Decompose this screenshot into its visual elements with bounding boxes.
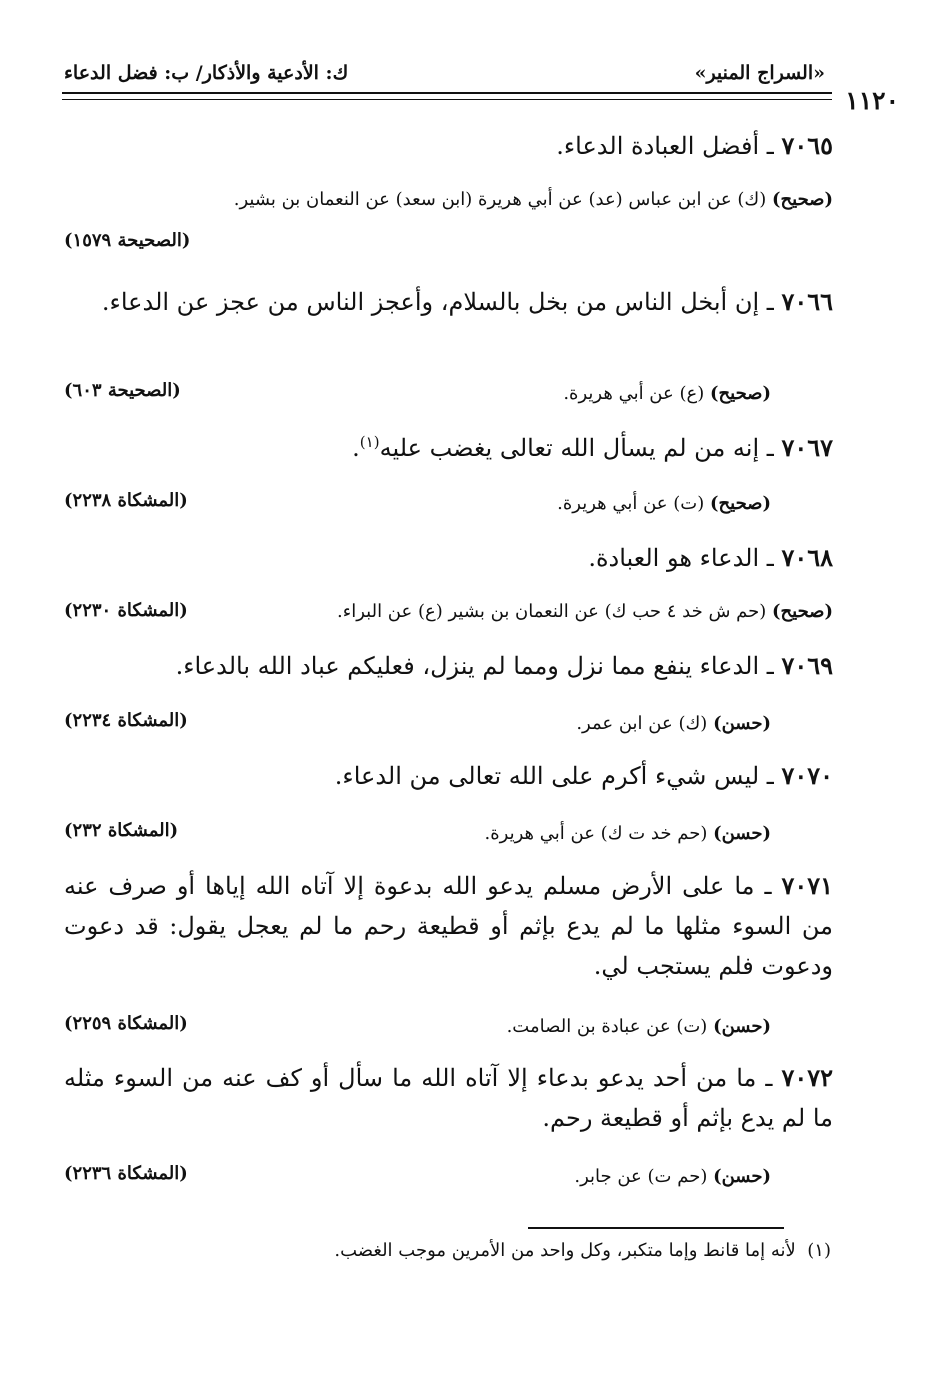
hadith-body: إنه من لم يسأل الله تعالى يغضب عليه [379, 434, 760, 462]
hadith-reference: (المشكاة ٢٢٣٤) [64, 710, 188, 731]
hadith-text: ٧٠٦٥ ـ أفضل العبادة الدعاء. [556, 131, 833, 160]
hadith-text: ٧٠٦٨ ـ الدعاء هو العبادة. [588, 543, 833, 572]
hadith-body: إن أبخل الناس من بخل بالسلام، وأعجز الناس من عجز عن الدعاء. [101, 288, 760, 316]
hadith-source: (حم ت) عن جابر. [574, 1166, 708, 1187]
hadith-number: ٧٠٦٨ [781, 543, 833, 572]
hadith-source: (ت) عن أبي هريرة. [557, 493, 705, 514]
hadith-text: ٧٠٧١ ـ ما على الأرض مسلم يدعو الله بدعوة إلا آتاه الله إياها أو صرف عنه من السوء مثلها ما لم يدع بإثم أو قطيعة رحم ما لم يعجل يقول: قد دعوت ودعوت فلم يستجب لي. [64, 871, 833, 980]
footnote-number: (١) [807, 1240, 831, 1261]
hadith-number: ٧٠٧٠ [781, 761, 833, 790]
hadith-grading [507, 1016, 771, 1037]
hadith-reference: (المشكاة ٢٢٣٨) [64, 490, 188, 511]
grade-label: (حسن) [713, 1016, 771, 1037]
hadith-reference: (الصحيحة ٦٠٣) [64, 380, 181, 401]
hadith-number: ٧٠٦٦ [781, 287, 833, 316]
hadith-reference: (الصحيحة ١٥٧٩) [64, 230, 191, 251]
chapter-heading: ك: الأدعية والأذكار/ ب: فضل الدعاء [64, 62, 349, 84]
header-rule [62, 92, 832, 94]
hadith-grading [557, 493, 771, 514]
hadith-grading [337, 601, 833, 622]
grade-label: (صحيح) [772, 601, 833, 622]
hadith-reference: (المشكاة ٢٢٣٠) [64, 600, 188, 621]
hadith-source: (ك) عن ابن عباس (عد) عن أبي هريرة (ابن سعد) عن النعمان بن بشير. [233, 189, 767, 210]
hadith-body: ما من أحد يدعو بدعاء إلا آتاه الله ما سأل أو كف عنه من السوء مثله ما لم يدع بإثم أو قطيعة رحم. [64, 1064, 833, 1132]
hadith-reference: (المشكاة ٢٢٥٩) [64, 1013, 188, 1034]
hadith-source: (حم ش خد ٤ حب ك) عن النعمان بن بشير (ع) عن البراء. [337, 601, 767, 622]
grade-label: (صحيح) [772, 189, 833, 210]
hadith-source: (ك) عن ابن عمر. [576, 713, 708, 734]
hadith-body: ما على الأرض مسلم يدعو الله بدعوة إلا آتاه الله إياها أو صرف عنه من السوء مثلها ما لم يدع بإثم أو قطيعة رحم ما لم يعجل يقول: قد دعوت ودعوت فلم يستجب لي. [64, 872, 833, 980]
hadith-source: (ت) عن عبادة بن الصامت. [506, 1016, 708, 1037]
footnote-separator [528, 1227, 784, 1229]
hadith-grading [576, 713, 771, 734]
grade-label: (حسن) [713, 823, 771, 844]
book-title: «السراج المنير» [694, 62, 825, 84]
hadith-text: ٧٠٧٢ ـ ما من أحد يدعو بدعاء إلا آتاه الله ما سأل أو كف عنه من السوء مثله ما لم يدع بإثم أو قطيعة رحم. [64, 1063, 833, 1132]
hadith-text: ٧٠٧٠ ـ ليس شيء أكرم على الله تعالى من الدعاء. [334, 761, 833, 790]
hadith-end: . [352, 434, 360, 462]
hadith-body: الدعاء هو العبادة. [588, 544, 760, 572]
hadith-source: (ع) عن أبي هريرة. [563, 383, 705, 404]
page-number: ١١٢٠ [845, 86, 899, 115]
footnote-marker[interactable]: (١) [359, 433, 380, 451]
hadith-text: ٧٠٦٧ ـ إنه من لم يسأل الله تعالى يغضب عليه$^{(١)}$. [352, 433, 833, 462]
grade-label: (صحيح) [710, 383, 771, 404]
hadith-source: (حم خد ت ك) عن أبي هريرة. [484, 823, 708, 844]
hadith-grading [234, 189, 833, 210]
hadith-reference: (المشكاة ٢٣٢) [64, 820, 179, 841]
hadith-reference: (المشكاة ٢٢٣٦) [64, 1163, 188, 1184]
hadith-grading [485, 823, 771, 844]
grade-label: (صحيح) [710, 493, 771, 514]
hadith-body: أفضل العبادة الدعاء. [556, 132, 760, 160]
hadith-number: ٧٠٦٥ [781, 131, 833, 160]
footnote-text: لأنه إما قانط وإما متكبر، وكل واحد من الأمرين موجب الغضب. [334, 1240, 796, 1261]
hadith-text: ٧٠٦٩ ـ الدعاء ينفع مما نزل ومما لم ينزل، فعليكم عباد الله بالدعاء. [175, 651, 833, 680]
hadith-grading [574, 1166, 771, 1187]
hadith-number: ٧٠٧٢ [781, 1063, 833, 1092]
hadith-number: ٧٠٦٩ [781, 651, 833, 680]
header-rule-thin [62, 99, 832, 100]
hadith-text: ٧٠٦٦ ـ إن أبخل الناس من بخل بالسلام، وأعجز الناس من عجز عن الدعاء. [101, 287, 833, 316]
grade-label: (حسن) [713, 713, 771, 734]
hadith-body: ليس شيء أكرم على الله تعالى من الدعاء. [334, 762, 760, 790]
hadith-body: الدعاء ينفع مما نزل ومما لم ينزل، فعليكم عباد الله بالدعاء. [175, 652, 760, 680]
grade-label: (حسن) [713, 1166, 771, 1187]
hadith-grading [563, 383, 771, 404]
hadith-number: ٧٠٧١ [781, 871, 833, 900]
footnote [334, 1240, 831, 1261]
hadith-number: ٧٠٦٧ [781, 433, 833, 462]
